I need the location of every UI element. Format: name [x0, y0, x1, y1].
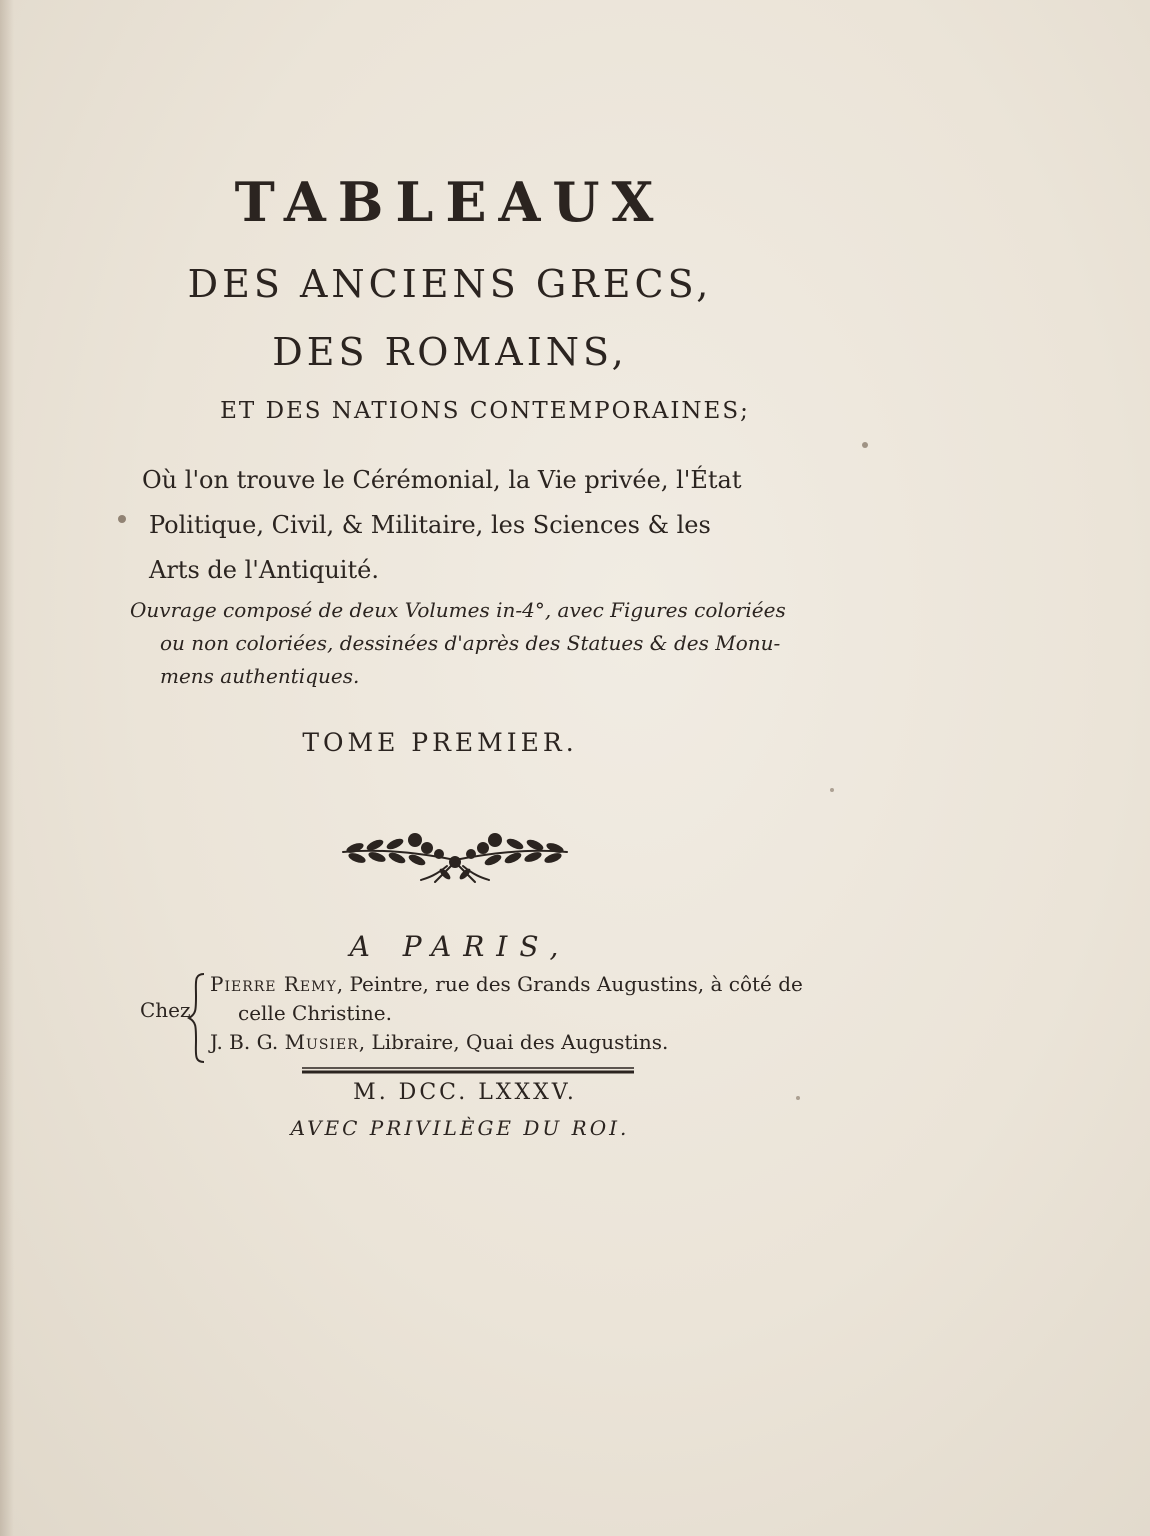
floral-ornament-icon — [335, 818, 575, 888]
subtitle-romans: DES ROMAINS, — [272, 330, 628, 374]
double-rule-divider — [300, 1066, 636, 1074]
publication-year: M. DCC. LXXXV. — [353, 1080, 577, 1105]
publisher-address: , Peintre, rue des Grands Augustins, à côté de — [336, 972, 803, 996]
foxing-spot — [830, 788, 834, 792]
curly-brace-icon — [186, 972, 208, 1064]
book-title: TABLEAUX — [234, 170, 666, 234]
publisher-name: Pierre Remy — [210, 972, 337, 996]
foxing-spot — [862, 442, 868, 448]
publisher-line — [210, 970, 803, 999]
royal-privilege: AVEC PRIVILÈGE DU ROI. — [290, 1116, 630, 1140]
publisher-address: , Libraire, Quai des Augustins. — [358, 1030, 669, 1054]
foxing-spot — [118, 515, 126, 523]
publisher-initials: J. B. G. — [210, 1030, 285, 1054]
publishers-block — [210, 970, 803, 1057]
ouvrage-line: ou non coloriées, dessinées d'après des Statues & des Monu- — [160, 631, 781, 655]
publisher-line — [210, 1028, 803, 1057]
description-line: Où l'on trouve le Cérémonial, la Vie privée, l'État — [142, 466, 742, 494]
publisher-name: Musier — [284, 1030, 359, 1054]
chez-label: Chez — [140, 998, 191, 1022]
description-block — [142, 458, 790, 593]
ouvrage-line: mens authentiques. — [160, 664, 360, 688]
ouvrage-block — [130, 594, 790, 693]
subtitle-greeks: DES ANCIENS GRECS, — [187, 262, 713, 306]
subtitle-nations: ET DES NATIONS CONTEMPORAINES; — [220, 398, 750, 424]
volume-label: TOME PREMIER. — [302, 728, 578, 757]
description-line: Politique, Civil, & Militaire, les Sciences & les — [149, 511, 711, 539]
description-line: Arts de l'Antiquité. — [149, 556, 379, 584]
foxing-spot — [796, 1096, 800, 1100]
ouvrage-line: Ouvrage composé de deux Volumes in-4°, avec Figures coloriées — [130, 598, 786, 622]
publisher-line: celle Christine. — [238, 1001, 392, 1025]
place-of-publication: A PARIS, — [349, 930, 571, 963]
